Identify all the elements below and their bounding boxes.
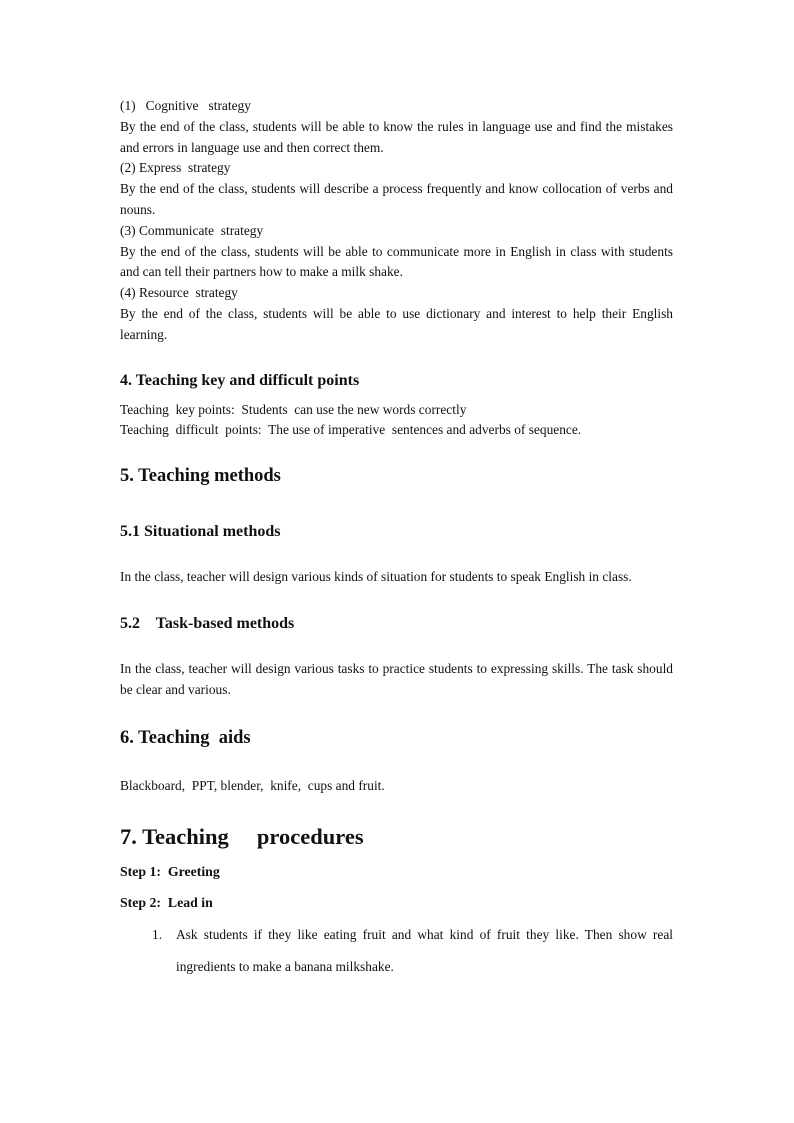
step-1-label: Step 1: Greeting (120, 864, 220, 880)
objective-heading: (1) Cognitive strategy (120, 98, 251, 113)
objective-2 (120, 158, 673, 220)
list-item-number: 1. (152, 927, 163, 943)
section-7-heading: 7. Teaching procedures (120, 824, 364, 850)
objective-body: By the end of the class, students will describe a process frequently and know collocation of verbs and nouns. (120, 181, 673, 217)
section-5-2-body: In the class, teacher will design various tasks to practice students to expressing skills. The task should be clear and various. (120, 660, 673, 697)
step-2-label: Step 2: Lead in (120, 895, 213, 911)
key-points-text: Teaching key points: Students can use the new words correctly (120, 401, 467, 417)
difficult-points-text: Teaching difficult points: The use of imperative sentences and adverbs of sequence. (120, 422, 582, 438)
section-4-heading: 4. Teaching key and difficult points (120, 371, 360, 389)
objective-4 (120, 283, 673, 345)
objective-body: By the end of the class, students will be able to use dictionary and interest to help their English learning. (120, 305, 673, 342)
section-5-1-body: In the class, teacher will design various kinds of situation for students to speak English in class. (120, 569, 632, 585)
objective-1 (120, 96, 673, 158)
document-page (120, 96, 673, 982)
objective-3 (120, 221, 673, 283)
objective-heading: (2) Express strategy (120, 160, 231, 176)
list-item-text: Ask students if they like eating fruit and what kind of fruit they like. Then show real ingredients to make a banana milkshake. (176, 927, 673, 974)
section-6-heading: 6. Teaching aids (120, 727, 251, 748)
objective-body: By the end of the class, students will be able to know the rules in language use and find the mistakes and errors in language use and then correct them. (120, 118, 673, 155)
objective-heading: (3) Communicate strategy (120, 222, 264, 238)
list-item (120, 919, 673, 982)
teaching-aids-text: Blackboard, PPT, blender, knife, cups and fruit. (120, 777, 385, 793)
objective-heading: (4) Resource strategy (120, 285, 238, 301)
objective-body: By the end of the class, students will be able to communicate more in English in class with students and can tell their partners how to make a milk shake. (120, 243, 673, 280)
section-5-heading: 5. Teaching methods (120, 466, 281, 487)
section-5-2-heading: 5.2 Task-based methods (120, 614, 295, 632)
section-5-1-heading: 5.1 Situational methods (120, 523, 281, 541)
